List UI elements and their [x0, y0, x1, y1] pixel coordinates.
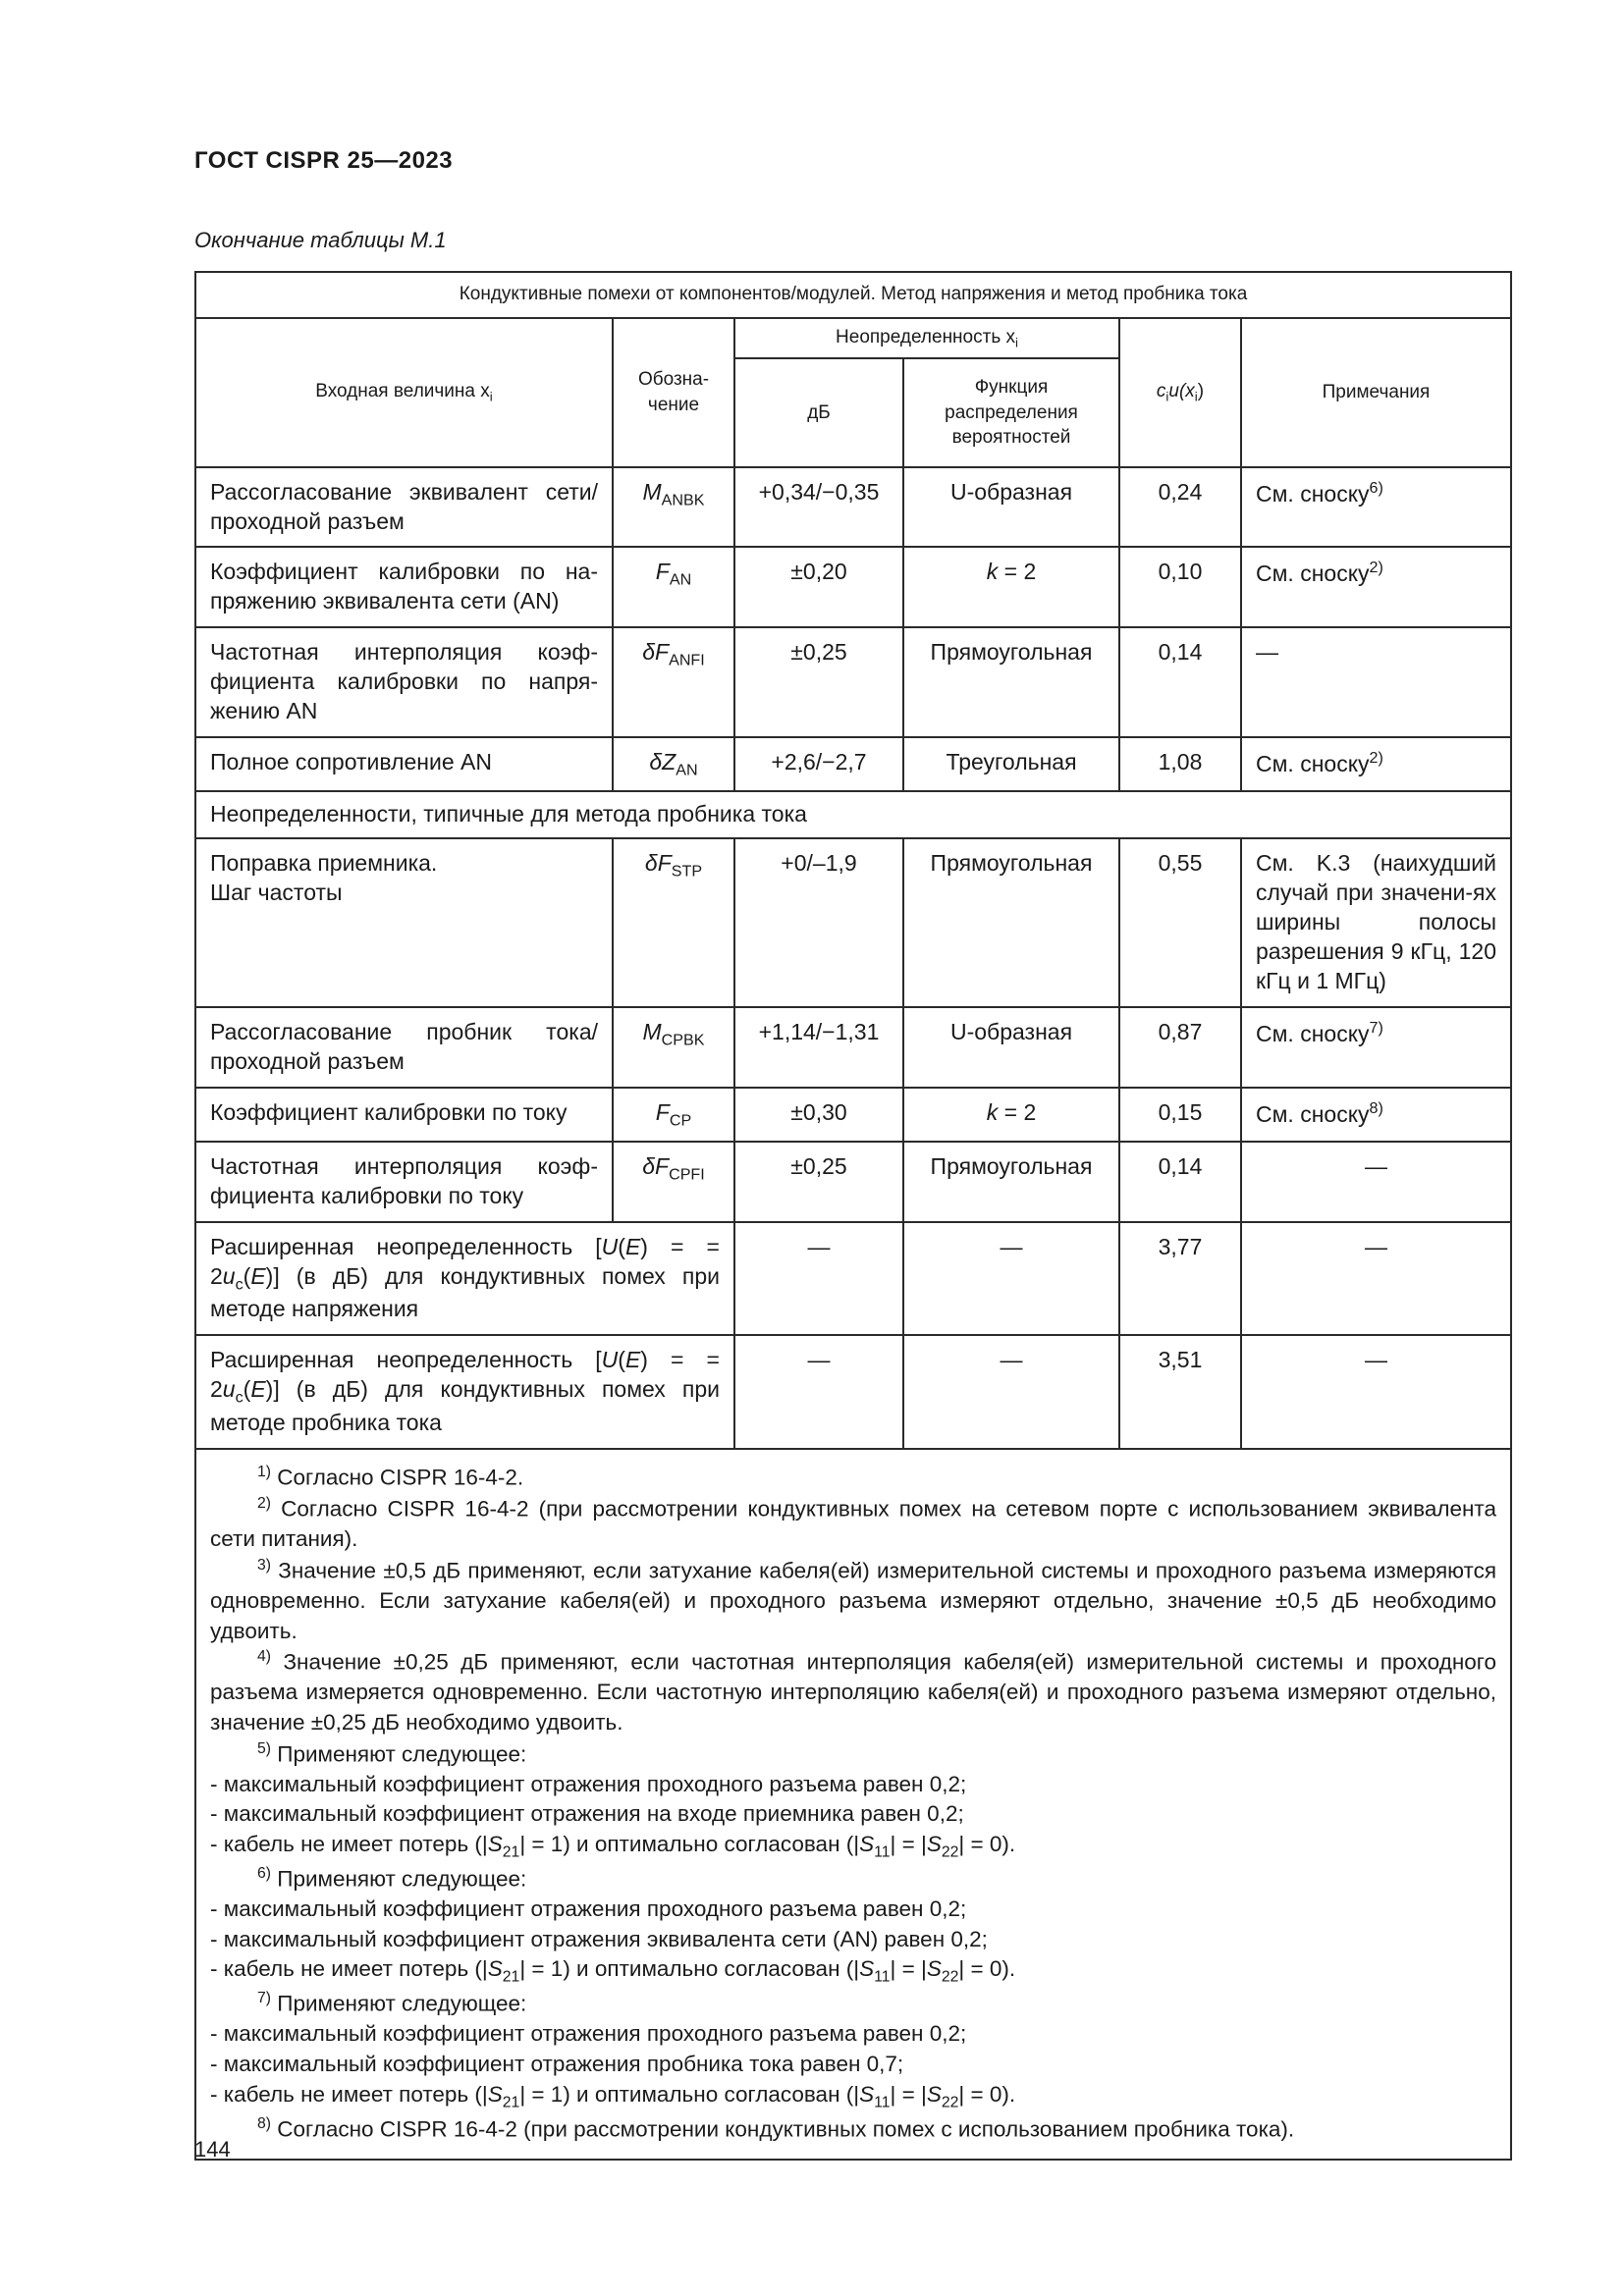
table-row — [195, 467, 1511, 548]
row-ci: 0,24 — [1119, 467, 1241, 548]
footnote-6: $^{6)}$ Применяют следующее: — [257, 1864, 527, 1892]
row-distribution: Треугольная — [903, 737, 1119, 792]
row-symbol: $\delta F_{STP}$ — [613, 838, 734, 1006]
page-number: 144 — [194, 2137, 231, 2162]
footnotes — [195, 1449, 1511, 2160]
table-title: Кондуктивные помехи от компонентов/модулей. Метод напряжения и метод пробника тока — [195, 272, 1511, 318]
row-distribution: U-образная — [903, 467, 1119, 548]
row-distribution: — — [903, 1335, 1119, 1448]
expanded-voltage-label: Расширенная неопределенность [U(E) = = $2u_c(E)$] (в дБ) для кондуктивных помех при методе напряжения — [195, 1222, 734, 1335]
col-header-designation: Обозна- чение — [613, 318, 734, 467]
col-header-ci: $c_iu(x_i)$ — [1119, 318, 1241, 467]
row-symbol: $\delta F_{CPFI}$ — [613, 1142, 734, 1222]
row-ci: 0,10 — [1119, 547, 1241, 627]
row-name: Частотная интерполяция коэф-фициента калибровки по току — [195, 1142, 613, 1222]
row-ci: 3,51 — [1119, 1335, 1241, 1448]
row-db: +2,6/−2,7 — [734, 737, 903, 792]
row-symbol: $\delta Z_{AN}$ — [613, 737, 734, 792]
row-ci: 3,77 — [1119, 1222, 1241, 1335]
row-name: Поправка приемника. Шаг частоты — [195, 838, 613, 1006]
table-row — [195, 737, 1511, 792]
footnote-4: $^{4)}$ Значение ±0,25 дБ применяют, если частотная интерполяция кабеля(ей) измерительной системы и проходного разъема измеряется одновременно. Если частотную интерполяцию кабеля(ей) и проходного разъема измеряют отдельно, значение ±0,25 дБ необходимо удвоить. — [210, 1648, 1496, 1735]
footnote-7: $^{7)}$ Применяют следующее: — [257, 1990, 527, 2016]
row-ci: 0,55 — [1119, 838, 1241, 1006]
row-name: Рассогласование пробник тока/ проходной разъем — [195, 1007, 613, 1088]
footnote-5: $^{5)}$ Применяют следующее: — [257, 1739, 527, 1767]
row-ci: 0,14 — [1119, 1142, 1241, 1222]
table-row — [195, 1142, 1511, 1222]
uncertainty-table — [194, 271, 1512, 2161]
footnote-7-item: - максимальный коэффициент отражения проходного разъема равен 0,2; — [210, 2021, 967, 2047]
footnote-7-item: - максимальный коэффициент отражения пробника тока равен 0,7; — [210, 2052, 904, 2077]
col-header-input: Входная величина $x_i$ — [195, 318, 613, 467]
row-symbol: $F_{CP}$ — [613, 1088, 734, 1143]
row-ci: 1,08 — [1119, 737, 1241, 792]
table-row — [195, 1335, 1511, 1448]
table-row — [195, 1222, 1511, 1335]
row-ci: 0,14 — [1119, 627, 1241, 737]
table-caption: Окончание таблицы М.1 — [194, 228, 447, 252]
row-db: +0,34/−0,35 — [734, 467, 903, 548]
row-ci: 0,87 — [1119, 1007, 1241, 1088]
row-distribution: k = 2 — [903, 1088, 1119, 1143]
row-distribution: k = 2 — [903, 547, 1119, 627]
footnote-5-item: - кабель не имеет потерь $(|S_{21}| = 1)$ и оптимально согласован $(|S_{11}| = |S_{22}| = 0)$. — [210, 1831, 1016, 1861]
col-header-distribution: Функция распределения вероятностей — [903, 358, 1119, 466]
table-row — [195, 1007, 1511, 1088]
footnote-6-item: - кабель не имеет потерь $(|S_{21}| = 1)$ и оптимально согласован $(|S_{11}| = |S_{22}| = 0)$. — [210, 1956, 1016, 1986]
row-note: — — [1241, 1222, 1511, 1335]
row-name: Полное сопротивление AN — [195, 737, 613, 792]
row-ci: 0,15 — [1119, 1088, 1241, 1143]
document-header: ГОСТ CISPR 25—2023 — [194, 147, 454, 174]
footnote-5-item: - максимальный коэффициент отражения проходного разъема равен 0,2; — [210, 1771, 967, 1796]
row-db: ±0,25 — [734, 627, 903, 737]
row-name: Частотная интерполяция коэф-фициента калибровки по напря-жению AN — [195, 627, 613, 737]
row-distribution: Прямоугольная — [903, 627, 1119, 737]
row-db: +1,14/−1,31 — [734, 1007, 903, 1088]
row-name: Коэффициент калибровки по на-пряжению эквивалента сети (AN) — [195, 547, 613, 627]
row-db: +0/–1,9 — [734, 838, 903, 1006]
col-header-db: дБ — [734, 358, 903, 466]
row-symbol: $M_{CPBK}$ — [613, 1007, 734, 1088]
expanded-probe-label: Расширенная неопределенность [U(E) = = $2u_c(E)$] (в дБ) для кондуктивных помех при методе пробника тока — [195, 1335, 734, 1448]
row-symbol: $M_{ANBK}$ — [613, 467, 734, 548]
row-db: ±0,20 — [734, 547, 903, 627]
row-distribution: Прямоугольная — [903, 1142, 1119, 1222]
table-row — [195, 838, 1511, 1006]
row-note: См. K.3 (наихудший случай при значени-ях ширины полосы разрешения 9 кГц, 120 кГц и 1 МГц) — [1241, 838, 1511, 1006]
row-note: См. сноску$^{7)}$ — [1241, 1007, 1511, 1088]
row-distribution: — — [903, 1222, 1119, 1335]
row-note: См. сноску$^{2)}$ — [1241, 547, 1511, 627]
row-db: ±0,25 — [734, 1142, 903, 1222]
row-distribution: Прямоугольная — [903, 838, 1119, 1006]
row-symbol: $F_{AN}$ — [613, 547, 734, 627]
footnote-5-item: - максимальный коэффициент отражения на входе приемника равен 0,2; — [210, 1801, 964, 1827]
footnote-6-item: - максимальный коэффициент отражения проходного разъема равен 0,2; — [210, 1896, 967, 1922]
row-db: — — [734, 1335, 903, 1448]
row-name: Коэффициент калибровки по току — [195, 1088, 613, 1143]
col-header-uncertainty: Неопределенность $x_i$ — [734, 318, 1119, 359]
row-db: — — [734, 1222, 903, 1335]
row-distribution: U-образная — [903, 1007, 1119, 1088]
table-row — [195, 547, 1511, 627]
row-note: См. сноску$^{6)}$ — [1241, 467, 1511, 548]
col-header-notes: Примечания — [1241, 318, 1511, 467]
row-note: — — [1241, 1142, 1511, 1222]
footnote-3: $^{3)}$ Значение ±0,5 дБ применяют, если затухание кабеля(ей) измерительной системы и проходного разъема измеряются одновременно. Если затухание кабеля(ей) и проходного разъема измеряют отдельно, значение ±0,5 дБ необходимо удвоить. — [210, 1556, 1496, 1643]
footnote-8: $^{8)}$ Согласно CISPR 16-4-2 (при рассмотрении кондуктивных помех с использованием пробника тока). — [257, 2114, 1295, 2142]
row-name: Рассогласование эквивалент сети/проходной разъем — [195, 467, 613, 548]
row-note: — — [1241, 1335, 1511, 1448]
row-db: ±0,30 — [734, 1088, 903, 1143]
table-row — [195, 627, 1511, 737]
footnote-1: $^{1)}$ Согласно CISPR 16-4-2. — [257, 1463, 524, 1490]
row-note: См. сноску$^{8)}$ — [1241, 1088, 1511, 1143]
row-note: — — [1241, 627, 1511, 737]
table-row — [195, 1088, 1511, 1143]
footnote-2: $^{2)}$ Согласно CISPR 16-4-2 (при рассмотрении кондуктивных помех на сетевом порте с использованием эквивалента сети питания). — [210, 1494, 1496, 1552]
row-note: См. сноску$^{2)}$ — [1241, 737, 1511, 792]
section-probe-title: Неопределенности, типичные для метода пробника тока — [195, 791, 1511, 838]
row-symbol: $\delta F_{ANFI}$ — [613, 627, 734, 737]
footnote-7-item: - кабель не имеет потерь $(|S_{21}| = 1)$ и оптимально согласован $(|S_{11}| = |S_{22}| = 0)$. — [210, 2081, 1016, 2111]
footnote-6-item: - максимальный коэффициент отражения эквивалента сети (AN) равен 0,2; — [210, 1926, 988, 1951]
